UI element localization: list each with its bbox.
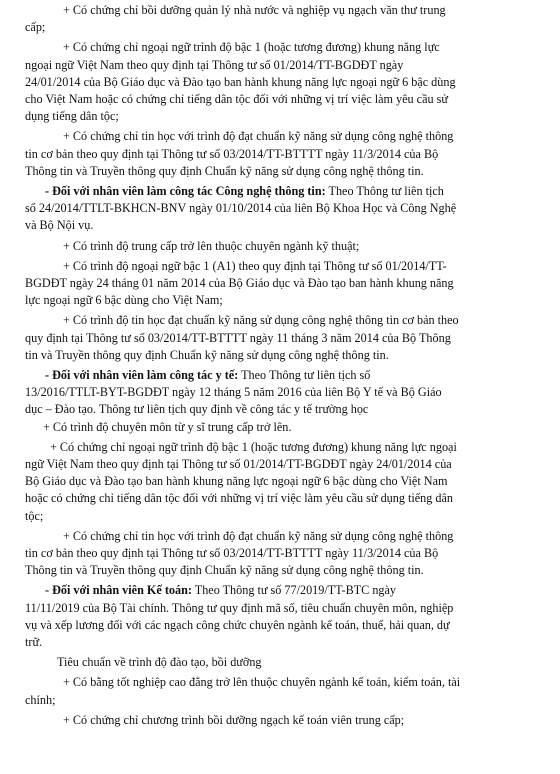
text-line: Thông tin và Truyền thông quy định Chuẩn kỹ năng sử dụng công nghệ thông tin.	[25, 163, 424, 178]
section-heading-text: Theo Thông tư số 77/2019/TT-BTC ngày	[191, 583, 397, 598]
text-line: vụ và xếp lương đối với các ngạch công chức chuyên ngành kế toán, thuế, hải quan, dự	[25, 617, 450, 632]
text-line: Thông tin và Truyền thông quy định Chuẩn kỹ năng sử dụng công nghệ thông tin.	[25, 563, 424, 578]
text-line: + Có trình độ trung cấp trở lên thuộc chuyên ngành kỹ thuật;	[63, 238, 360, 253]
text-line: + Có chứng chỉ tin học với trình độ đạt chuẩn kỹ năng sử dụng công nghệ thông	[63, 129, 454, 144]
section-heading-label: - Đối với nhân viên làm công tác Công nghệ thông tin:	[45, 184, 326, 198]
text-line: và Bộ Nội vụ.	[25, 218, 94, 233]
text-line: tin cơ bản theo quy định tại Thông tư số 03/2014/TT-BTTTT ngày 11/3/2014 của Bộ	[25, 546, 439, 560]
text-line: + Có chứng chỉ ngoại ngữ trình độ bậc 1 (hoặc tương đương) khung năng lực ngoại	[50, 439, 457, 454]
section-heading-yte	[45, 367, 370, 384]
section-heading-label: - Đối với nhân viên làm công tác y tế:	[45, 368, 239, 382]
text-line: Bộ Giáo dục và Đào tạo ban hành khung năng lực ngoại ngữ 6 bậc dùng cho Việt Nam	[25, 474, 448, 489]
section-heading-it	[45, 183, 444, 200]
text-line: dụng tiếng dân tộc;	[25, 109, 119, 124]
text-line: cho Việt Nam hoặc có chứng chỉ tiếng dân tộc đối với những vị trí việc làm yêu cầu sử	[25, 92, 448, 106]
text-line: 24/01/2014 của Bộ Giáo dục và Đào tạo ban hành khung năng lực ngoại ngữ 6 bậc dùng	[25, 74, 456, 89]
section-heading-text: Theo Thông tư liên tịch	[325, 184, 444, 198]
text-line: + Có trình độ tin học đạt chuẩn kỹ năng sử dụng công nghệ thông tin cơ bản theo	[63, 313, 459, 328]
text-line: + Có chứng chỉ tin học với trình độ đạt chuẩn kỹ năng sử dụng công nghệ thông	[63, 528, 454, 543]
text-line: quy định tại Thông tư số 03/2014/TT-BTTTT ngày 11 tháng 3 năm 2014 của Bộ Thông	[25, 330, 451, 345]
text-line: + Có chứng chỉ ngoại ngữ trình độ bậc 1 (hoặc tương đương) khung năng lực	[63, 40, 440, 55]
text-line: BGDĐT ngày 24 tháng 01 năm 2014 của Bộ Giáo dục và Đào tạo ban hành khung năng	[25, 276, 454, 290]
text-line: trữ.	[25, 635, 43, 649]
text-line: dục – Đào tạo. Thông tư liên tịch quy định về công tác y tế trường học	[25, 402, 369, 417]
text-line: + Có trình độ ngoại ngữ bậc 1 (A1) theo quy định tại Thông tư số 01/2014/TT-	[63, 258, 447, 273]
text-line: lực ngoại ngữ 6 bậc dùng cho Việt Nam;	[25, 293, 223, 308]
section-heading-label: - Đối với nhân viên Kế toán:	[45, 583, 192, 598]
text-line: cấp;	[25, 20, 46, 35]
text-line: Tiêu chuẩn về trình độ đào tạo, bồi dưỡng	[57, 655, 262, 670]
text-line: hoặc có chứng chỉ tiếng dân tộc đối với những vị trí việc làm yêu cầu sử dụng tiếng dân	[25, 491, 454, 506]
text-line: tộc;	[25, 508, 44, 523]
text-line: + Có bằng tốt nghiệp cao đẳng trở lên thuộc chuyên ngành kế toán, kiểm toán, tài	[63, 675, 461, 690]
text-line: + Có trình độ chuyên môn từ y sĩ trung cấp trở lên.	[43, 419, 292, 434]
text-line: tin cơ bản theo quy định tại Thông tư số 03/2014/TT-BTTTT ngày 11/3/2014 của Bộ	[25, 146, 439, 161]
text-line: + Có chứng chỉ chương trình bồi dưỡng ngạch kế toán viên trung cấp;	[63, 712, 405, 727]
text-line: ngoại ngữ Việt Nam theo quy định tại Thông tư số 01/2014/TT-BGDĐT ngày	[25, 57, 404, 72]
text-line: ngữ Việt Nam theo quy định tại Thông tư số 01/2014/TT-BGDĐT ngày 24/01/2014 của	[25, 457, 452, 471]
text-line: chính;	[25, 692, 56, 707]
text-line: 11/11/2019 của Bộ Tài chính. Thông tư quy định mã số, tiêu chuẩn chuyên môn, nghiệp	[25, 600, 454, 615]
section-heading-text: Theo Thông tư liên tịch số	[238, 368, 371, 382]
section-heading-ketoan	[45, 582, 396, 599]
text-line: + Có chứng chỉ bồi dưỡng quản lý nhà nước và nghiệp vụ ngạch văn thư trung	[63, 3, 446, 17]
text-line: tin và Truyền thông quy định Chuẩn kỹ năng sử dụng công nghệ thông tin.	[25, 347, 389, 362]
text-line: số 24/2014/TTLT-BKHCN-BNV ngày 01/10/2014 của liên Bộ Khoa Học và Công Nghệ	[25, 201, 457, 216]
text-line: 13/2016/TTLT-BYT-BGDĐT ngày 12 tháng 5 năm 2016 của liên Bộ Y tế và Bộ Giáo	[25, 385, 442, 400]
